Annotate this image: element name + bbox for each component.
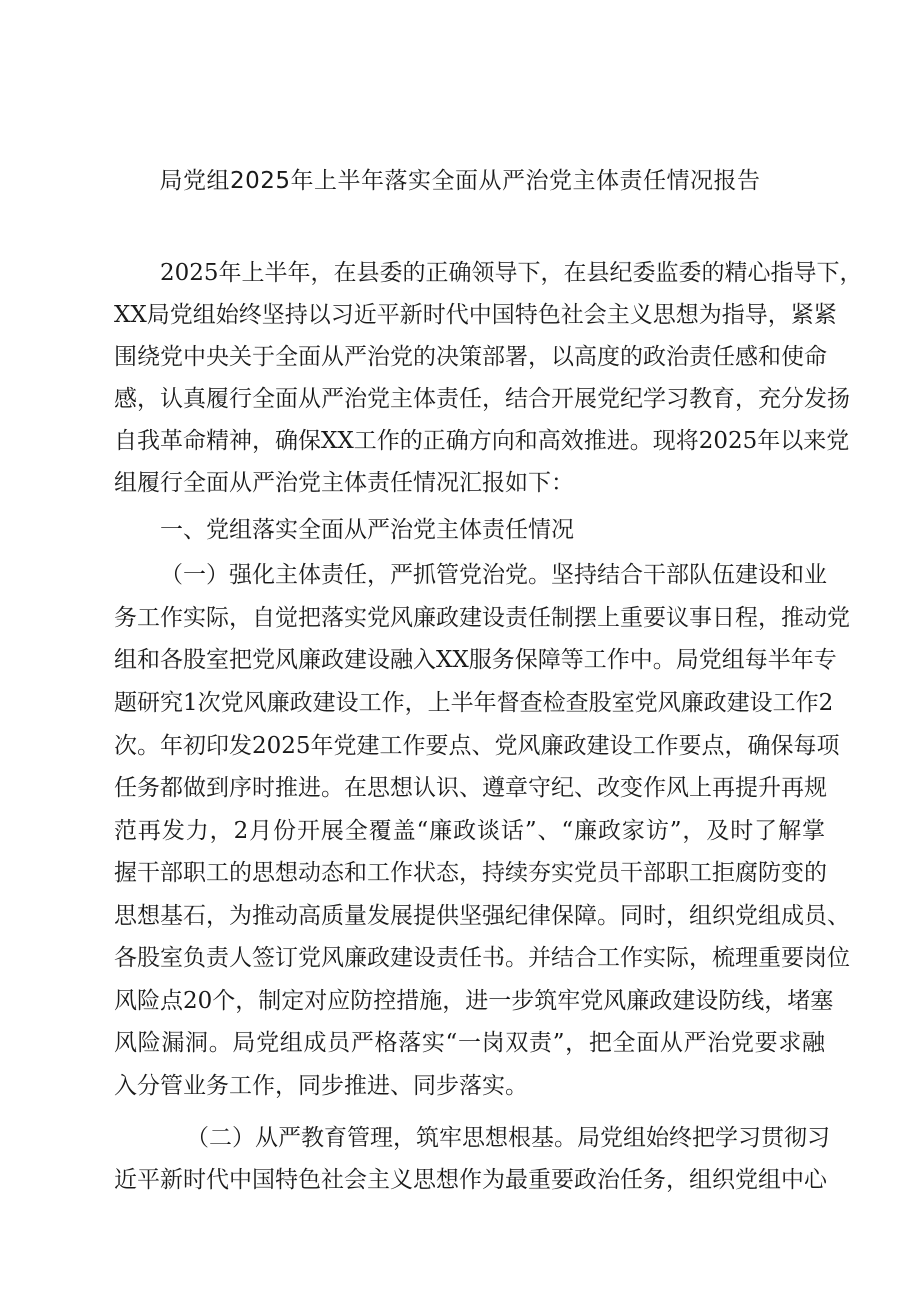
paragraph-line: 各股室负责人签订党风廉政建设责任书。并结合工作实际，梳理重要岗位	[114, 945, 850, 971]
paragraph-line: 围绕党中央关于全面从严治党的决策部署，以高度的政治责任感和使命	[114, 344, 827, 370]
paragraph-line: 感，认真履行全面从严治党主体责任，结合开展党纪学习教育，充分发扬	[114, 386, 850, 412]
paragraph-line: 组履行全面从严治党主体责任情况汇报如下：	[114, 470, 574, 496]
paragraph-line: 组和各股室把党风廉政建设融入XX服务保障等工作中。局党组每半年专	[114, 647, 837, 673]
section-heading: 一、党组落实全面从严治党主体责任情况	[160, 517, 574, 543]
paragraph-line: 近平新时代中国特色社会主义思想作为最重要政治任务，组织党组中心	[114, 1167, 827, 1193]
paragraph-line: （二）从严教育管理，筑牢思想根基。局党组始终把学习贯彻习	[186, 1125, 830, 1151]
paragraph-line: 任务都做到序时推进。在思想认识、遵章守纪、改变作风上再提升再规	[114, 775, 827, 801]
paragraph-line: 题研究1次党风廉政建设工作，上半年督查检查股室党风廉政建设工作2	[114, 690, 834, 716]
paragraph-line: 次。年初印发2025年党建工作要点、党风廉政建设工作要点，确保每项	[114, 733, 840, 759]
paragraph-line: 风险漏洞。局党组成员严格落实“一岗双责”，把全面从严治党要求融	[114, 1030, 825, 1056]
paragraph-line: 务工作实际，自觉把落实党风廉政建设责任制摆上重要议事日程，推动党	[114, 605, 850, 631]
paragraph-line: 握干部职工的思想动态和工作状态，持续夯实党员干部职工拒腐防变的	[114, 860, 827, 886]
paragraph-line: 自我革命精神，确保XX工作的正确方向和高效推进。现将2025年以来党	[114, 428, 850, 454]
paragraph-line: 入分管业务工作，同步推进、同步落实。	[114, 1073, 528, 1099]
paragraph-line: 思想基石，为推动高质量发展提供坚强纪律保障。同时，组织党组成员、	[114, 903, 850, 929]
paragraph-line: 风险点20个，制定对应防控措施，进一步筑牢党风廉政建设防线，堵塞	[114, 988, 834, 1014]
document-title: 局党组2025年上半年落实全面从严治党主体责任情况报告	[159, 168, 761, 194]
paragraph-line: 范再发力，2月份开展全覆盖“廉政谈话”、“廉政家访”，及时了解掌	[114, 818, 825, 844]
paragraph-line: （一）强化主体责任，严抓管党治党。坚持结合干部队伍建设和业	[160, 562, 827, 588]
paragraph-line: 2025年上半年，在县委的正确领导下，在县纪委监委的精心指导下，	[160, 260, 863, 286]
paragraph-line: XX局党组始终坚持以习近平新时代中国特色社会主义思想为指导，紧紧	[114, 302, 837, 328]
